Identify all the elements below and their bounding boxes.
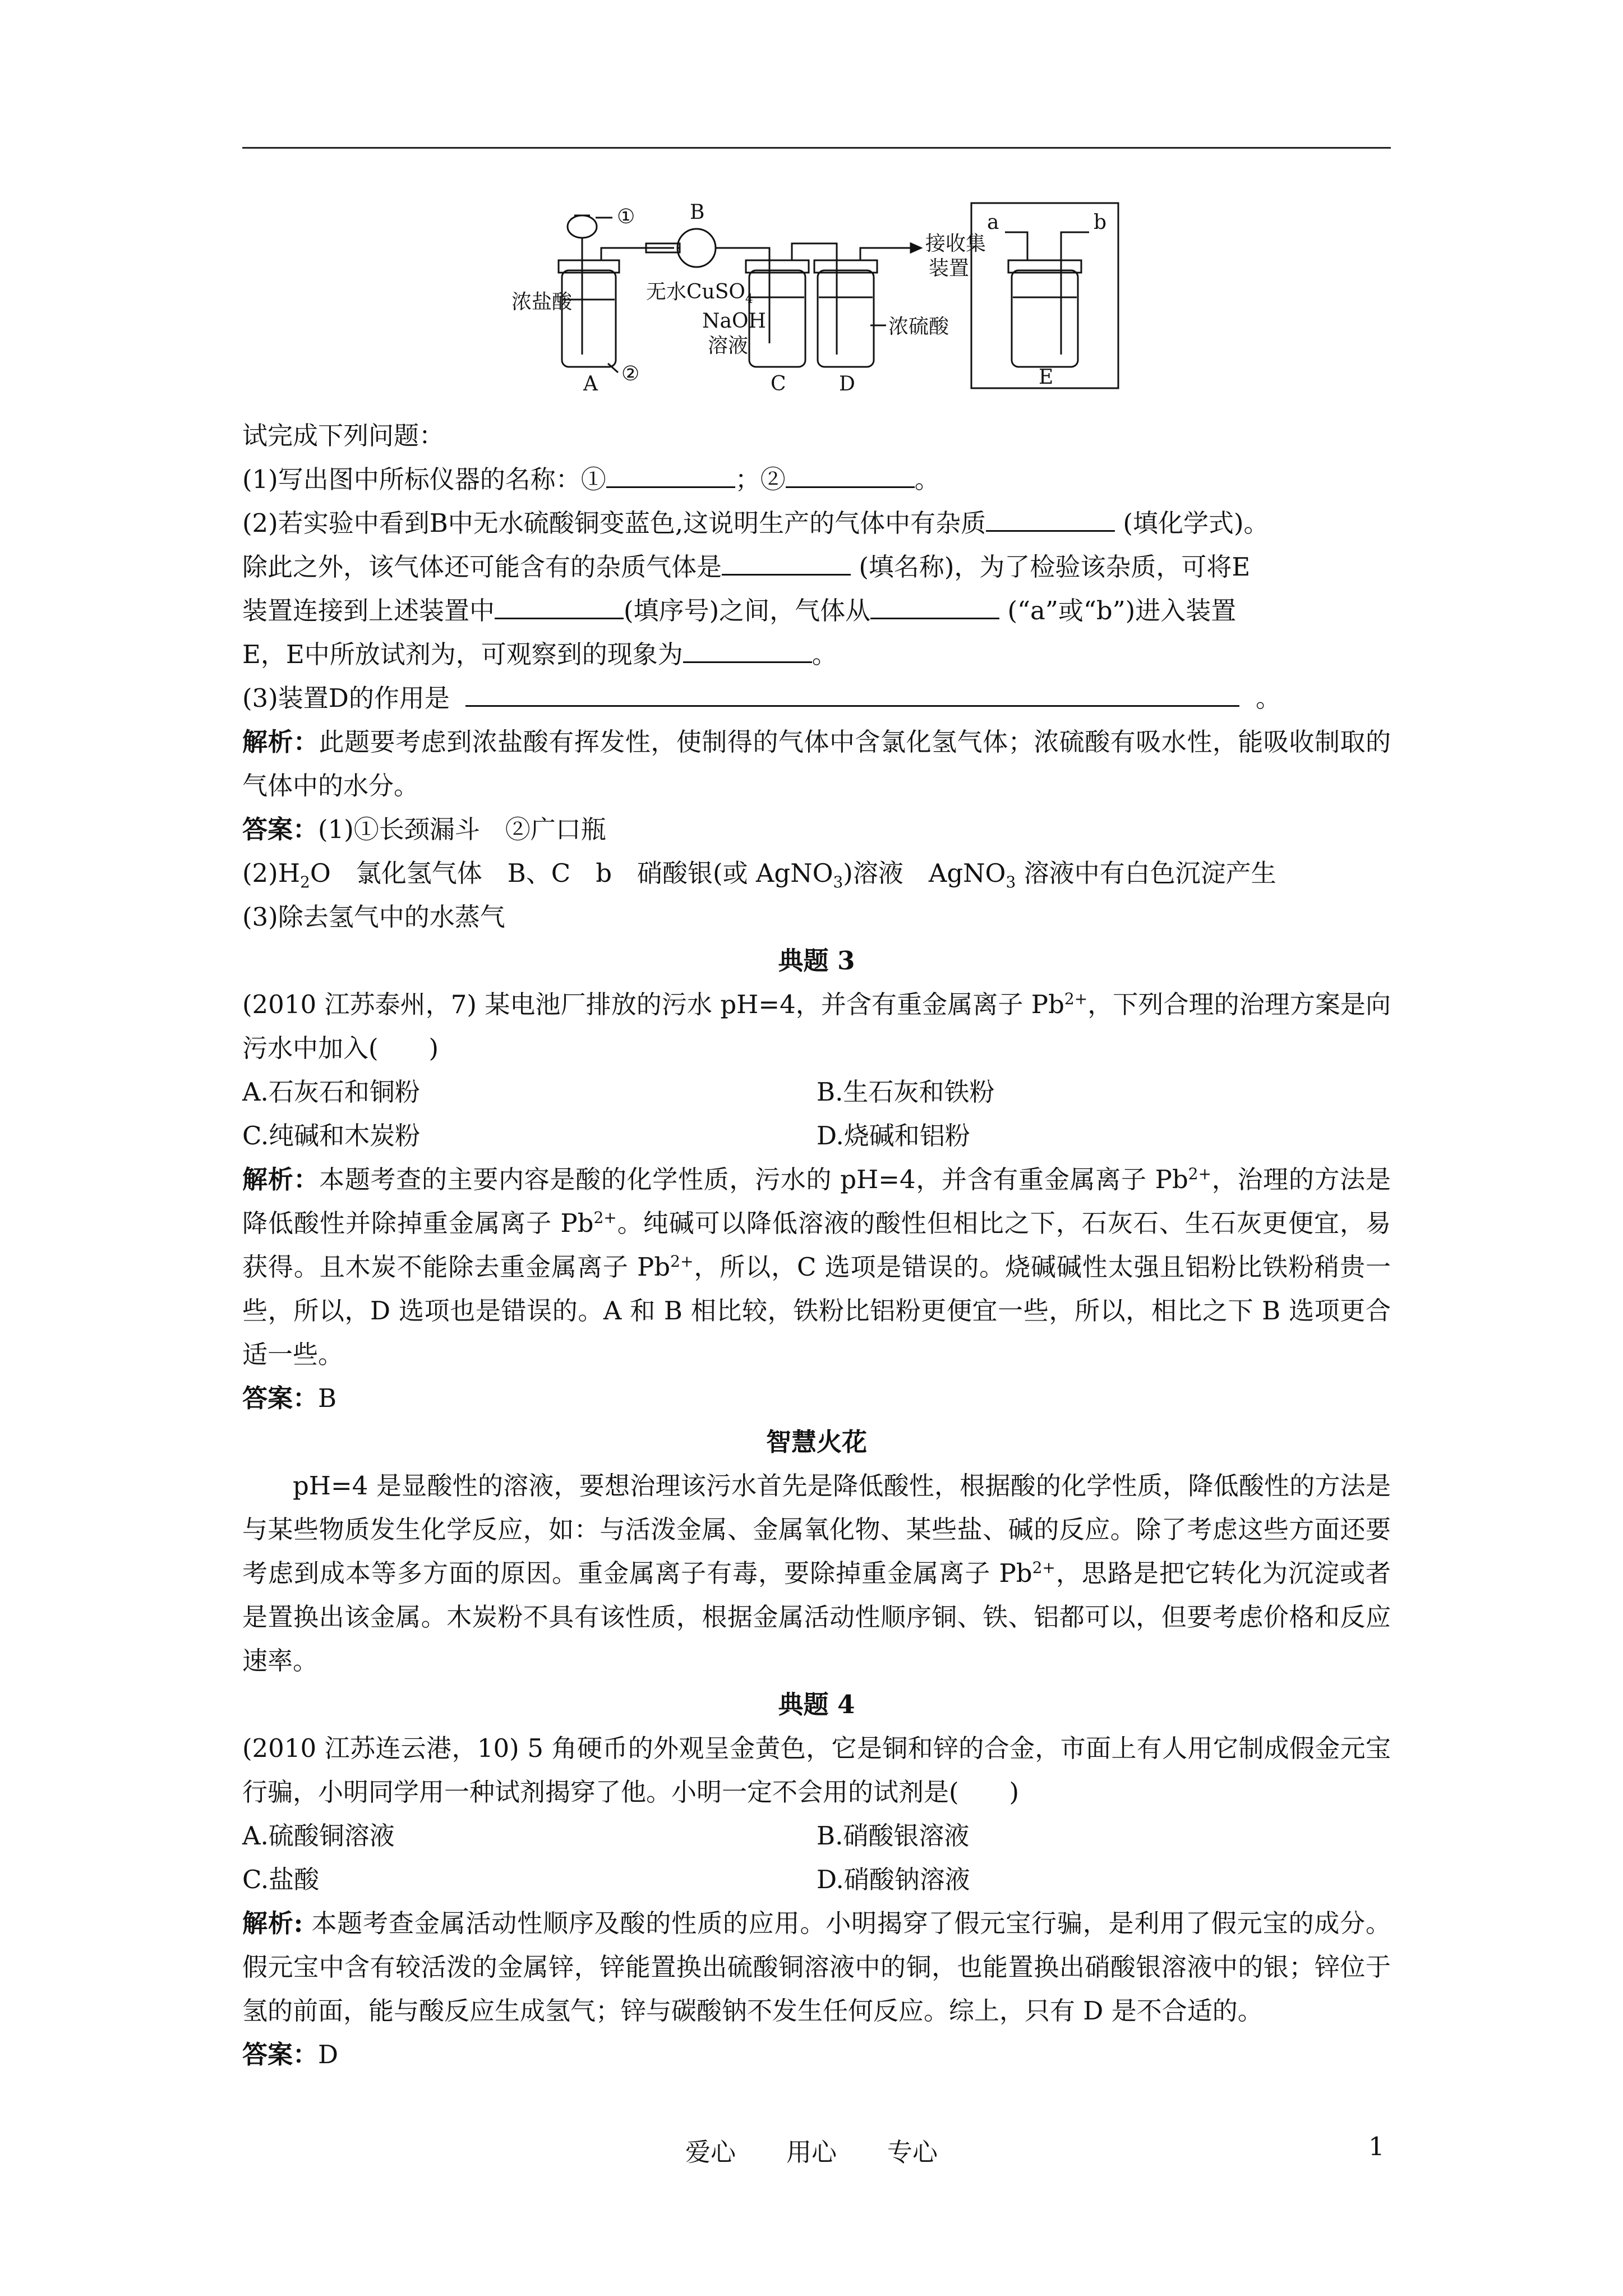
blank-2[interactable] <box>786 464 915 488</box>
question-1: (1)写出图中所标仪器的名称：① ；② 。 <box>242 464 940 494</box>
dianti-4-question: (2010 江苏连云港，10) 5 角硬币的外观呈金黄色，它是铜和锌的合金，市面上有人用它制成假金元宝行骗，小明同学用一种试剂揭穿了他。小明一定不会用的试剂是( ) <box>242 1733 1391 1807</box>
label-hcl: 浓盐酸 <box>511 291 573 314</box>
option-a[interactable]: A.石灰石和铜粉 <box>242 1077 420 1107</box>
dianti-4-analysis: 解析: 本题考查金属活动性顺序及酸的性质的应用。小明揭穿了假元宝行骗，是利用了假元宝的成分。假元宝中含有较活泼的金属锌，锌能置换出硫酸铜溶液中的铜，也能置换出硝酸银溶液中的银；锌位于氢的前面，能与酸反应生成氢气；锌与碳酸钠不发生任何反应。综上，只有 D 是不合适的。 <box>242 1908 1391 2026</box>
option-b[interactable]: B.生石灰和铁粉 <box>817 1077 995 1107</box>
document-body <box>242 414 1391 2077</box>
label-h2so4: 浓硫酸 <box>888 315 949 338</box>
dianti-4-options-row2 <box>242 1858 1391 1902</box>
dianti-3-analysis: 解析：本题考查的主要内容是酸的化学性质，污水的 pH=4，并含有重金属离子 $Pb^{2+}$，治理的方法是降低酸性并除掉重金属离子 $Pb^{2+}$。纯碱可以降低溶液的酸性但相比之下，石灰石、生石灰更便宜，易获得。且木炭不能除去重金属离子 $Pb^{2+}$，所以，C 选项是错误的。烧碱碱性太强且铝粉比铁粉稍贵一些，所以，D 选项也是错误的。A 和 B 相比较，铁粉比铝粉更便宜一些，所以，相比之下 B 选项更合适一些。 <box>242 1165 1391 1369</box>
page-number: 1 <box>1368 2132 1385 2161</box>
dianti-4-options-row1 <box>242 1814 1391 1858</box>
option-a[interactable]: A.硫酸铜溶液 <box>242 1821 395 1851</box>
heading-dianti-3: 典题 3 <box>778 946 855 976</box>
answer-3: (3)除去氢气中的水蒸气 <box>242 902 505 932</box>
footer-word-1: 爱心 <box>685 2137 736 2167</box>
label-A: A <box>583 372 598 395</box>
label-collect2: 装置 <box>929 257 970 280</box>
blank-4[interactable] <box>722 551 851 576</box>
blank-8[interactable] <box>465 683 1239 707</box>
label-a: a <box>987 211 999 234</box>
dianti-3-answer: 答案：B <box>242 1383 337 1413</box>
blank-5[interactable] <box>495 595 624 619</box>
footer-word-3: 专心 <box>887 2137 938 2167</box>
question-2: (2)若实验中看到B中无水硫酸铜变蓝色,这说明生产的气体中有杂质 (填化学式)。 除此之外，该气体还可能含有的杂质气体是 (填名称)，为了检验该杂质，可将E 装置连接到上述装置中 (填序号)之间，气体从 (“a”或“b”)进入装置 E，E中所放试剂为，可观察到的现象为 。 <box>242 508 1269 669</box>
blank-1[interactable] <box>606 464 735 488</box>
option-c[interactable]: C.盐酸 <box>242 1865 320 1894</box>
heading-dianti-4: 典题 4 <box>778 1690 855 1719</box>
option-b[interactable]: B.硝酸银溶液 <box>817 1821 970 1851</box>
label-circle1: ① <box>617 205 635 228</box>
label-E: E <box>1039 366 1054 389</box>
dianti-3-options-row1 <box>242 1070 1391 1114</box>
option-c[interactable]: C.纯碱和木炭粉 <box>242 1121 421 1151</box>
option-d[interactable]: D.烧碱和铝粉 <box>817 1121 970 1151</box>
zhihui-huohua-text: pH=4 是显酸性的溶液，要想治理该污水首先是降低酸性，根据酸的化学性质，降低酸性的方法是与某些物质发生化学反应，如：与活泼金属、金属氧化物、某些盐、碱的反应。除了考虑这些方面还要考虑到成本等多方面的原因。重金属离子有毒，要除掉重金属离子 $Pb^{2+}$，思路是把它转化为沉淀或者是置换出该金属。木炭粉不具有该性质，根据金属活动性顺序铜、铁、铝都可以，但要考虑价格和反应速率。 <box>242 1471 1391 1676</box>
dianti-3-options-row2 <box>242 1114 1391 1158</box>
header-rule <box>242 147 1391 149</box>
blank-3[interactable] <box>986 508 1115 532</box>
label-solution: 溶液 <box>708 334 749 357</box>
label-b: b <box>1094 211 1107 234</box>
answer-1: 答案：(1)①长颈漏斗 ②广口瓶 <box>242 815 606 844</box>
label-naoh: NaOH <box>702 310 766 333</box>
apparatus-figure <box>511 197 1123 395</box>
heading-zhihui-huohua: 智慧火花 <box>766 1427 867 1457</box>
question-3: (3)装置D的作用是 。 <box>242 683 1281 713</box>
label-C: C <box>771 372 786 395</box>
dianti-3-question: (2010 江苏泰州，7) 某电池厂排放的污水 pH=4，并含有重金属离子 $Pb^{2+}$，下列合理的治理方案是向污水中加入( ) <box>242 990 1391 1063</box>
label-circle2: ② <box>621 362 640 385</box>
question-intro: 试完成下列问题： <box>242 421 445 450</box>
label-D: D <box>839 372 855 395</box>
option-d[interactable]: D.硝酸钠溶液 <box>817 1865 970 1894</box>
label-collect1: 接收集 <box>925 232 986 255</box>
blank-6[interactable] <box>870 595 999 619</box>
footer-word-2: 用心 <box>786 2137 837 2167</box>
label-cuso4: 无水CuSO$_4$ <box>646 280 753 306</box>
analysis-1: 解析：此题要考虑到浓盐酸有挥发性，使制得的气体中含氯化氢气体；浓硫酸有吸水性，能吸收制取的气体中的水分。 <box>242 727 1391 800</box>
answer-2: $(2)H_2O$ 氯化氢气体 B、C b 硝酸银(或 AgNO$_3$)溶液 AgNO$_3$ 溶液中有白色沉淀产生 <box>242 858 1276 891</box>
label-B: B <box>690 201 705 224</box>
blank-7[interactable] <box>683 639 812 663</box>
dianti-4-answer: 答案：D <box>242 2040 339 2069</box>
